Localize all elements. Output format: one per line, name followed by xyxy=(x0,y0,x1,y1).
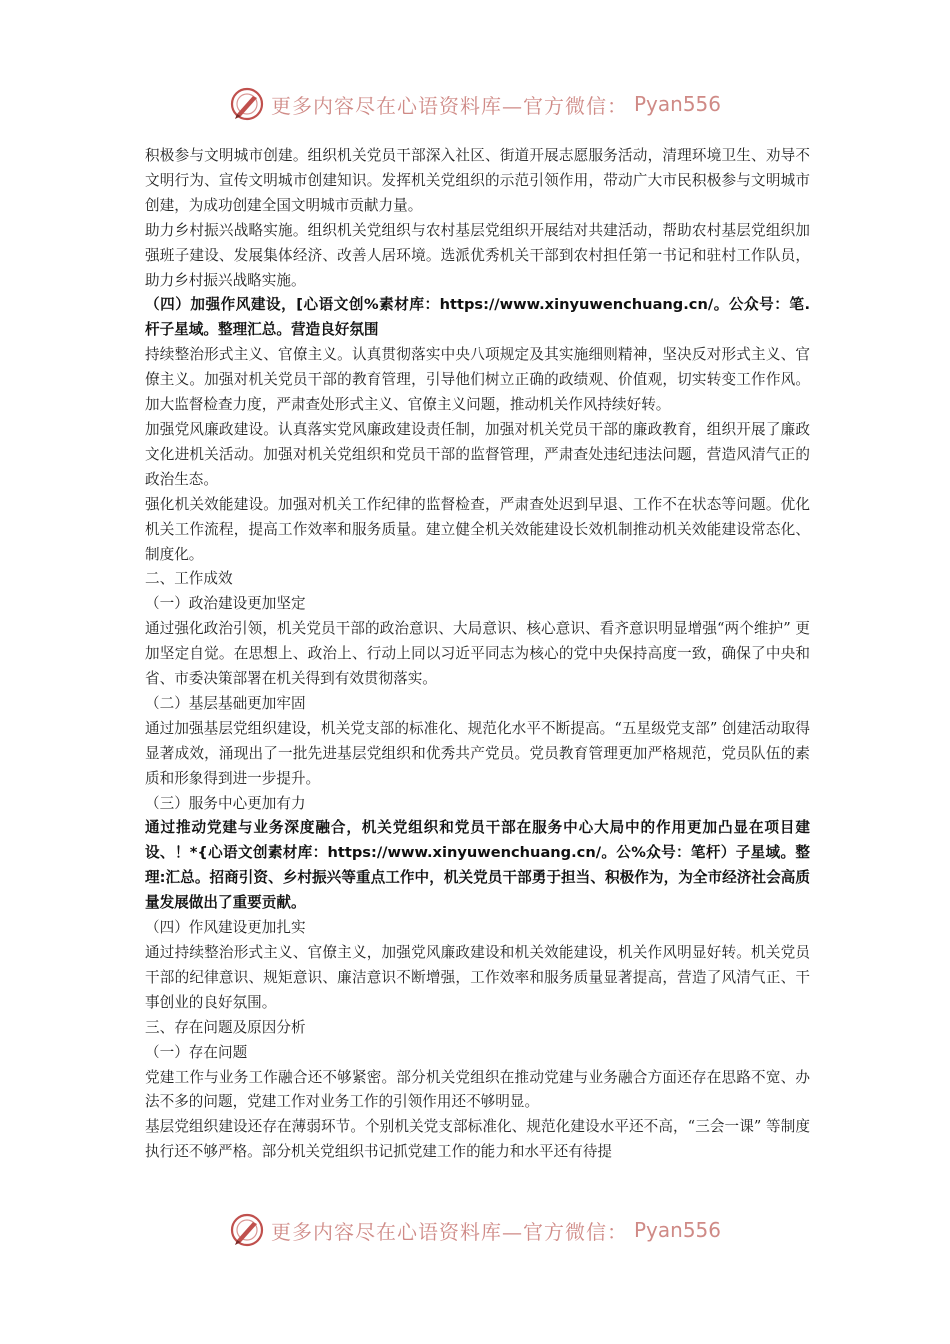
paragraph: 通过持续整治形式主义、官僚主义，加强党风廉政建设和机关效能建设，机关作风明显好转。机关党员干部的纪律意识、规矩意识、廉洁意识不断增强，工作效率和服务质量显著提高，营造了风清气正、干事创业的良好氛围。 xyxy=(145,944,810,1011)
paragraph: （三）服务中心更加有力 xyxy=(145,794,306,812)
paragraph: 加强党风廉政建设。认真落实党风廉政建设责任制，加强对机关党员干部的廉政教育，组织开展了廉政文化进机关活动。加强对机关党组织和党员干部的监督管理，严肃查处违纪违法问题，营造风清气正的政治生态。 xyxy=(145,420,810,488)
paragraph: （四）作风建设更加扎实 xyxy=(145,919,306,937)
paragraph: （一）存在问题 xyxy=(145,1043,248,1061)
paragraph: 通过强化政治引领，机关党员干部的政治意识、大局意识、核心意识、看齐意识明显增强“两个维护” 更加坚定自觉。在思想上、政治上、行动上同以习近平同志为核心的党中央保持高度一致，确保了中央和省、市委决策部署在机关得到有效贯彻落实。 xyxy=(145,620,810,688)
footer-banner xyxy=(0,1208,950,1252)
paragraph: 强化机关效能建设。加强对机关工作纪律的监督检查，严肃查处迟到早退、工作不在状态等问题。优化机关工作流程，提高工作效率和服务质量。建立健全机关效能建设长效机制推动机关效能建设常态化、制度化。 xyxy=(145,495,810,563)
document-body xyxy=(145,144,810,1165)
banner-text: 更多内容尽在心语资料库—官方微信： xyxy=(270,93,628,118)
pen-logo-icon xyxy=(229,1212,265,1248)
banner-text: 更多内容尽在心语资料库—官方微信： xyxy=(270,1219,628,1244)
paragraph: 二、工作成效 xyxy=(145,570,233,588)
banner-wechat-id: Pyan556 xyxy=(633,1218,721,1242)
paragraph: 积极参与文明城市创建。组织机关党员干部深入社区、街道开展志愿服务活动，清理环境卫生、劝导不文明行为、宣传文明城市创建知识。发挥机关党组织的示范引领作用，带动广大市民积极参与文明城市创建，为成功创建全国文明城市贡献力量。 xyxy=(145,147,810,214)
header-banner xyxy=(0,82,950,126)
paragraph: （一）政治建设更加坚定 xyxy=(145,595,306,613)
paragraph: 党建工作与业务工作融合还不够紧密。部分机关党组织在推动党建与业务融合方面还存在思路不宽、办法不多的问题，党建工作对业务工作的引领作用还不够明显。 xyxy=(145,1068,810,1111)
paragraph: 通过推动党建与业务深度融合，机关党组织和党员干部在服务中心大局中的作用更加凸显在项目建设、！*{心语文创素材库：https://www.xinyuwenchuang.cn/。公%众号：笔杆）子星域。整理:汇总。招商引资、乡村振兴等重点工作中，机关党员干部勇于担当、积极作为，为全市经济社会高质量发展做出了重要贡献。 xyxy=(145,819,810,912)
paragraph: 通过加强基层党组织建设，机关党支部的标准化、规范化水平不断提高。“五星级党支部” 创建活动取得显著成效，涌现出了一批先进基层党组织和优秀共产党员。党员教育管理更加严格规范，党员队伍的素质和形象得到进一步提升。 xyxy=(145,719,810,787)
paragraph: 基层党组织建设还存在薄弱环节。个别机关党支部标准化、规范化建设水平还不高，“三会一课” 等制度执行还不够严格。部分机关党组织书记抓党建工作的能力和水平还有待提 xyxy=(145,1118,810,1161)
paragraph: 持续整治形式主义、官僚主义。认真贯彻落实中央八项规定及其实施细则精神，坚决反对形式主义、官僚主义。加强对机关党员干部的教育管理，引导他们树立正确的政绩观、价值观，切实转变工作作风。加大监督检查力度，严肃查处形式主义、官僚主义问题，推动机关作风持续好转。 xyxy=(145,346,810,414)
banner-wechat-id: Pyan556 xyxy=(633,92,721,116)
paragraph: 助力乡村振兴战略实施。组织机关党组织与农村基层党组织开展结对共建活动，帮助农村基层党组织加强班子建设、发展集体经济、改善人居环境。选派优秀机关干部到农村担任第一书记和驻村工作队员，助力乡村振兴战略实施。 xyxy=(145,221,810,289)
pen-logo-icon xyxy=(229,86,265,122)
paragraph: 三、存在问题及原因分析 xyxy=(145,1018,306,1036)
paragraph: （四）加强作风建设，[心语文创%素材库：https://www.xinyuwenchuang.cn/。公众号：笔.杆子星域。整理汇总。营造良好氛围 xyxy=(145,296,810,339)
paragraph: （二）基层基础更加牢固 xyxy=(145,694,306,712)
